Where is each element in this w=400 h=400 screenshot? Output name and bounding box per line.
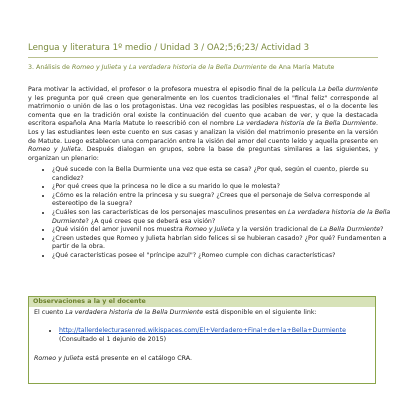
notes-text: está presente en el catálogo CRA. bbox=[83, 355, 192, 362]
intro-text-4: . Después dialogan en grupos, sobre la base de preguntas similares a las siguientes, y organizan un plenario: bbox=[28, 146, 378, 162]
section-title-suffix: de Ana María Matute bbox=[266, 64, 335, 71]
intro-text-1: Para motivar la actividad, el profesor o la profesora muestra el episodio final de la película bbox=[28, 86, 319, 93]
link-item bbox=[59, 327, 379, 344]
teacher-notes-box bbox=[28, 296, 376, 384]
page-header: Lengua y literatura 1º medio / Unidad 3 / OA2;5;6;23/ Actividad 3 bbox=[28, 43, 310, 53]
intro-italic-2: La verdadera historia de la Bella Durmiente bbox=[236, 120, 376, 128]
question-text: ¿Qué visión del amor juvenil nos muestra bbox=[52, 226, 185, 234]
notes-text: está disponible en el siguiente link: bbox=[203, 309, 317, 316]
question-item: • ¿Por qué crees que la princesa no le dice a su marido lo que le molesta? bbox=[52, 183, 392, 192]
question-italic: La verdadera historia de la Bella Durmiente bbox=[52, 208, 391, 225]
intro-paragraph bbox=[28, 86, 378, 163]
teacher-notes-title: Observaciones a la y el docente bbox=[29, 297, 375, 307]
intro-text-2: y les pregunta por qué creen que generalmente en los cuentos tradicionales el "final feliz" corresponde al matrimonio o unión de las o los protagonistas. Una vez recogidas las posibles respuestas, el o la docente les comenta que en la tradición oral existe la continuación del cuento que acaban de ver, y que la destacada escritora española Ana María Matute lo reescribió con el nombre bbox=[28, 94, 378, 128]
intro-italic-3: Romeo y Julieta bbox=[28, 146, 81, 154]
question-text: ¿Cuáles son las características de los personajes masculinos presentes en bbox=[52, 208, 288, 216]
notes-text: El cuento bbox=[34, 309, 66, 316]
question-italic: Romeo y Julieta bbox=[184, 226, 235, 234]
question-item: • ¿Creen ustedes que Romeo y Julieta habrían sido felices si se hubieran casado? ¿Por qué? Fundamenten a partir de la obra. bbox=[52, 235, 392, 252]
story-link[interactable]: http://tallerdelecturasenred.wikispaces.com/El+Verdadero+Final+de+la+Bella+Durmiente bbox=[59, 327, 346, 334]
notes-italic: La verdadera historia de la Bella Durmiente bbox=[65, 309, 204, 316]
link-list bbox=[47, 327, 379, 344]
section-title-mid: y bbox=[121, 64, 129, 71]
question-text: ? ¿A qué crees que se deberá esa visión? bbox=[85, 217, 216, 225]
section-title bbox=[28, 64, 378, 72]
question-item bbox=[52, 209, 392, 226]
section-title-work1: Romeo y Julieta bbox=[71, 64, 122, 71]
question-item: • ¿Cómo es la relación entre la princesa y su suegra? ¿Crees que el personaje de Selva corresponde al estereotipo de la suegra? bbox=[52, 192, 392, 209]
intro-text-3: . Los y las estudiantes leen este cuento en sus casas y analizan la visión del matrimonio presente en la versión de Matute. Luego establecen una comparación entre la visión del amor del cuento leído y aquella presente en bbox=[28, 120, 378, 145]
question-item: • ¿Qué sucede con la Bella Durmiente una vez que esta se casa? ¿Por qué, según el cuento, pierde su candidez? bbox=[52, 166, 392, 183]
question-italic: La Bella Durmiente bbox=[319, 226, 381, 234]
question-list bbox=[38, 166, 392, 261]
teacher-notes-text bbox=[34, 309, 370, 318]
teacher-notes-catalog bbox=[34, 355, 370, 364]
question-text: y la versión tradicional de bbox=[234, 226, 320, 234]
link-note: (Consultado el 1 dejunio de 2015) bbox=[59, 335, 167, 343]
question-text: ? bbox=[380, 226, 384, 234]
question-item bbox=[52, 226, 392, 235]
question-item: • ¿Qué características posee el "príncipe azul"? ¿Romeo cumple con dichas características? bbox=[52, 252, 392, 261]
section-title-work2: La verdadera historia de la Bella Durmiente bbox=[128, 64, 267, 71]
notes-italic: Romeo y Julieta bbox=[34, 355, 84, 362]
header-divider bbox=[28, 57, 378, 58]
section-title-prefix: 3. Análisis de bbox=[28, 64, 72, 71]
intro-italic-1: La bella durmiente bbox=[318, 86, 378, 93]
